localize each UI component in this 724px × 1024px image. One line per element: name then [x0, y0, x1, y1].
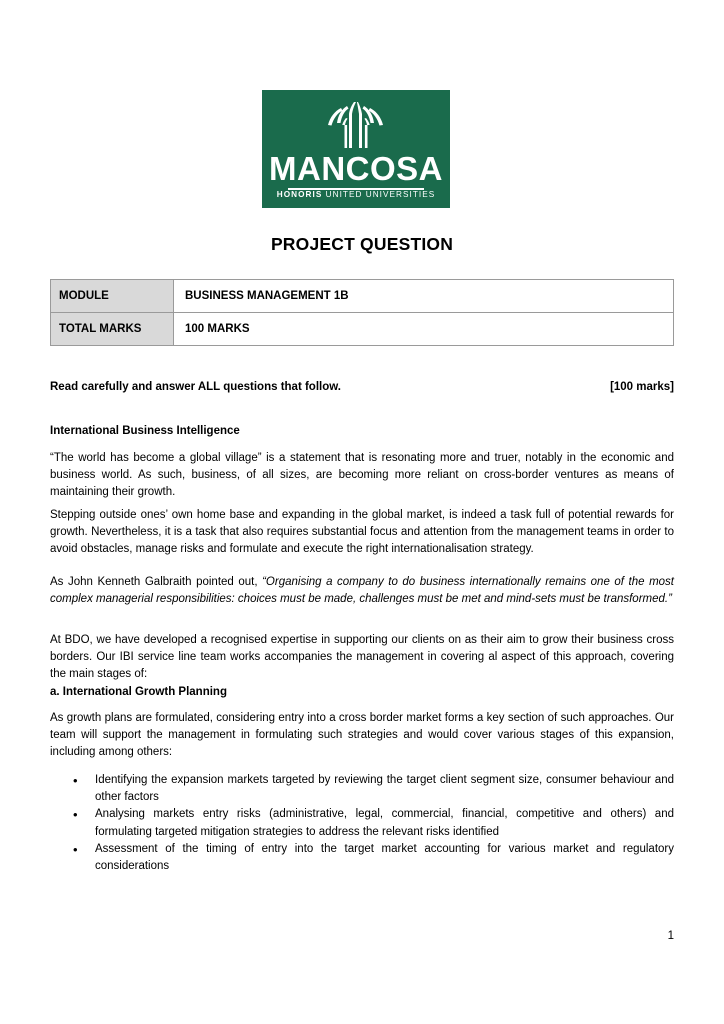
instruction-marks: [100 marks]	[610, 381, 674, 393]
table-cell-module-label: MODULE	[51, 280, 174, 313]
paragraph-bdo: At BDO, we have developed a recognised expertise in supporting our clients on as their aim to grow their business cross borders. Our IBI service line team works accompanies the management in covering al aspect of this approach, covering the main stages of:	[50, 634, 674, 681]
paragraph-growth-plans: As growth plans are formulated, considering entry into a cross border market forms a key section of such approaches. Our team will support the management in formulating such strategies and would cover various stages of this expansion, including among others:	[50, 712, 674, 759]
page-title: PROJECT QUESTION	[270, 234, 454, 254]
list-item: • Identifying the expansion markets targeted by reviewing the target client segment size, consumer behaviour and other factors	[50, 772, 674, 806]
logo-tagline-honoris: HONORIS	[276, 190, 323, 199]
list-item: • Assessment of the timing of entry into the target market accounting for various market and regulatory considerations	[50, 841, 674, 875]
galbraith-quote: “Organising a company to do business internationally remains one of the most complex managerial responsibilities: choices must be made, challenges must be met and mind-sets must be transformed.”	[50, 576, 674, 606]
section-heading: International Business Intelligence	[50, 425, 240, 437]
list-item: • Analysing markets entry risks (administrative, legal, commercial, financial, competitive and others) and formulating targeted mitigation strategies to address the relevant risks identified	[50, 806, 674, 840]
module-info-table	[50, 279, 674, 346]
sub-heading-international-growth-planning: a. International Growth Planning	[50, 686, 227, 698]
logo-tagline	[262, 190, 450, 199]
logo-tagline-united-universities: UNITED UNIVERSITIES	[325, 190, 436, 199]
table-row	[51, 313, 674, 346]
table-row	[51, 280, 674, 313]
mancosa-tree-icon	[321, 98, 391, 156]
paragraph-galbraith-quote	[50, 574, 674, 608]
galbraith-lead-in: As John Kenneth Galbraith pointed out,	[50, 576, 263, 588]
mancosa-logo	[262, 90, 450, 208]
page-number: 1	[667, 930, 674, 942]
table-cell-total-marks-value: 100 MARKS	[174, 313, 674, 346]
logo-wordmark: MANCOSA	[269, 150, 443, 187]
instruction-text: Read carefully and answer ALL questions that follow.	[50, 381, 341, 393]
table-cell-total-marks-label: TOTAL MARKS	[51, 313, 174, 346]
growth-planning-bullet-list	[50, 772, 674, 875]
paragraph-global-village: “The world has become a global village” is a statement that is resonating more and truer, notably in the economic and business world. As such, business, of all sizes, are becoming more reliant on cross-border ventures as means of maintaining their growth.	[50, 452, 674, 499]
table-cell-module-value: BUSINESS MANAGEMENT 1B	[174, 280, 674, 313]
instruction-line	[50, 381, 674, 393]
paragraph-stepping-outside: Stepping outside ones’ own home base and expanding in the global market, is indeed a task full of potential rewards for growth. Nevertheless, it is a task that also requires substantial focus and attention from the management teams in order to avoid obstacles, manage risks and formulate and execute the right internationalisation strategy.	[50, 509, 674, 556]
